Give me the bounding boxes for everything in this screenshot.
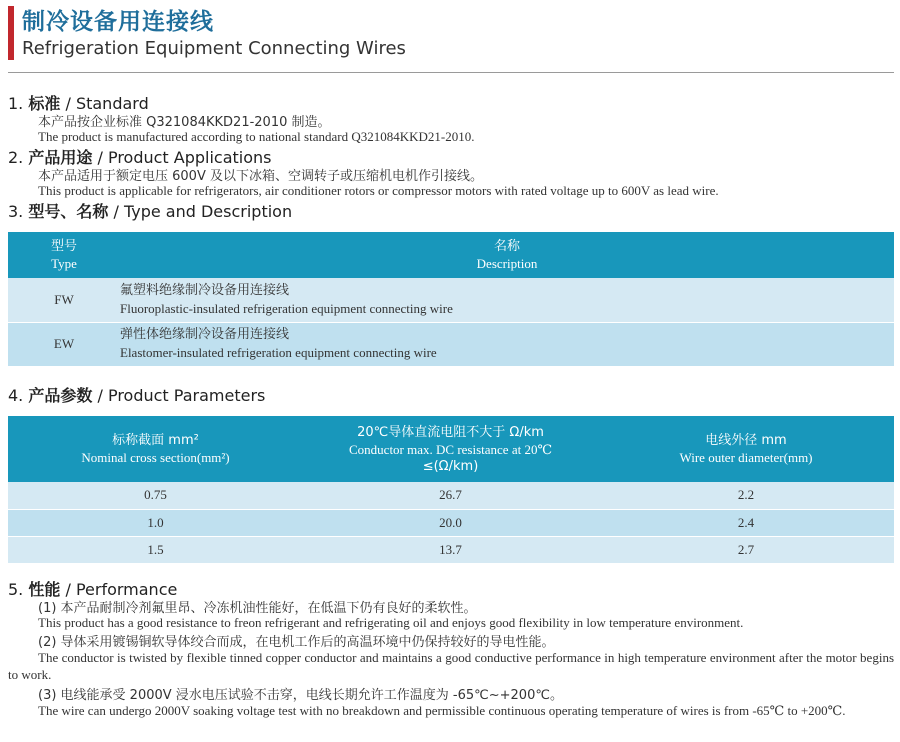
section-heading-cn: 型号、名称 [28, 202, 109, 221]
title-accent-bar [8, 6, 14, 60]
column-header-resistance: 20℃导体直流电阻不大于 Ω/km Conductor max. DC resistance at 20℃ ≤(Ω/km) [303, 416, 598, 482]
table-row [8, 482, 894, 509]
cross-section-value: 1.5 [8, 536, 303, 563]
type-description: 氟塑料绝缘制冷设备用连接线 Fluoroplastic-insulated refrigeration equipment connecting wire [120, 278, 894, 322]
section-heading-en: / Product Parameters [97, 386, 266, 405]
diameter-value: 2.7 [598, 536, 894, 563]
section-types-heading [8, 199, 292, 222]
title-divider [8, 72, 894, 73]
section-number: 4. [8, 386, 24, 405]
section-number: 3. [8, 202, 24, 221]
standard-text-cn: 本产品按企业标准 Q321084KKD21-2010 制造。 [38, 115, 331, 130]
diameter-value: 2.4 [598, 509, 894, 536]
section-heading-cn: 产品用途 [28, 148, 93, 167]
section-heading-en: / Product Applications [97, 148, 272, 167]
section-number: 2. [8, 148, 24, 167]
column-header-cross-section: 标称截面 mm² Nominal cross section(mm²) [8, 416, 303, 482]
table-row [8, 322, 894, 366]
performance-item-2-en: The conductor is twisted by flexible tinned copper conductor and maintains a good conductive performance in high temperature environment after the motor begins to work. [8, 650, 894, 682]
table-row [8, 509, 894, 536]
resistance-value: 13.7 [303, 536, 598, 563]
section-heading-cn: 产品参数 [28, 386, 93, 405]
section-parameters-heading [8, 383, 265, 406]
page-title-en: Refrigeration Equipment Connecting Wires [22, 38, 406, 59]
performance-item-1-en: This product has a good resistance to freon refrigerant and refrigerating oil and enjoys good flexibility in low temperature environment. [38, 615, 744, 630]
table-row [8, 278, 894, 322]
resistance-value: 20.0 [303, 509, 598, 536]
section-heading-cn: 标准 [28, 94, 61, 113]
performance-item-1-cn: (1) 本产品耐制冷剂氟里昂、冷冻机油性能好，在低温下仍有良好的柔软性。 [38, 601, 477, 616]
resistance-value: 26.7 [303, 482, 598, 509]
type-description-table [8, 232, 894, 366]
table-header-row [8, 416, 894, 482]
type-description: 弹性体绝缘制冷设备用连接线 Elastomer-insulated refrigeration equipment connecting wire [120, 322, 894, 366]
performance-item-3-en: The wire can undergo 2000V soaking voltage test with no breakdown and permissible continuous operating temperature of wires is from -65℃ to +200℃. [38, 703, 846, 718]
performance-item-3-cn: (3) 电线能承受 2000V 浸水电压试验不击穿，电线长期允许工作温度为 -65℃~+200℃。 [38, 688, 563, 703]
cross-section-value: 1.0 [8, 509, 303, 536]
standard-text-en: The product is manufactured according to national standard Q321084KKD21-2010. [38, 129, 475, 144]
section-heading-cn: 性能 [28, 580, 61, 599]
cross-section-value: 0.75 [8, 482, 303, 509]
section-number: 1. [8, 94, 24, 113]
performance-item-2-cn: (2) 导体采用镀锡铜软导体绞合而成，在电机工作后的高温环境中仍保持较好的导电性能。 [38, 635, 555, 650]
section-number: 5. [8, 580, 24, 599]
page-title-cn: 制冷设备用连接线 [22, 9, 214, 35]
applications-text-en: This product is applicable for refrigerators, air conditioner rotors or compressor motors with rated voltage up to 600V as lead wire. [38, 183, 719, 198]
column-header-type: 型号 Type [8, 232, 120, 278]
column-header-diameter: 电线外径 mm Wire outer diameter(mm) [598, 416, 894, 482]
table-header-row [8, 232, 894, 278]
section-heading-en: / Performance [65, 580, 178, 599]
type-code: FW [8, 278, 120, 322]
diameter-value: 2.2 [598, 482, 894, 509]
section-heading-en: / Type and Description [113, 202, 293, 221]
column-header-description: 名称 Description [120, 232, 894, 278]
applications-text-cn: 本产品适用于额定电压 600V 及以下冰箱、空调转子或压缩机电机作引接线。 [38, 169, 483, 184]
section-heading-en: / Standard [65, 94, 149, 113]
table-row [8, 536, 894, 563]
product-parameters-table [8, 416, 894, 563]
type-code: EW [8, 322, 120, 366]
